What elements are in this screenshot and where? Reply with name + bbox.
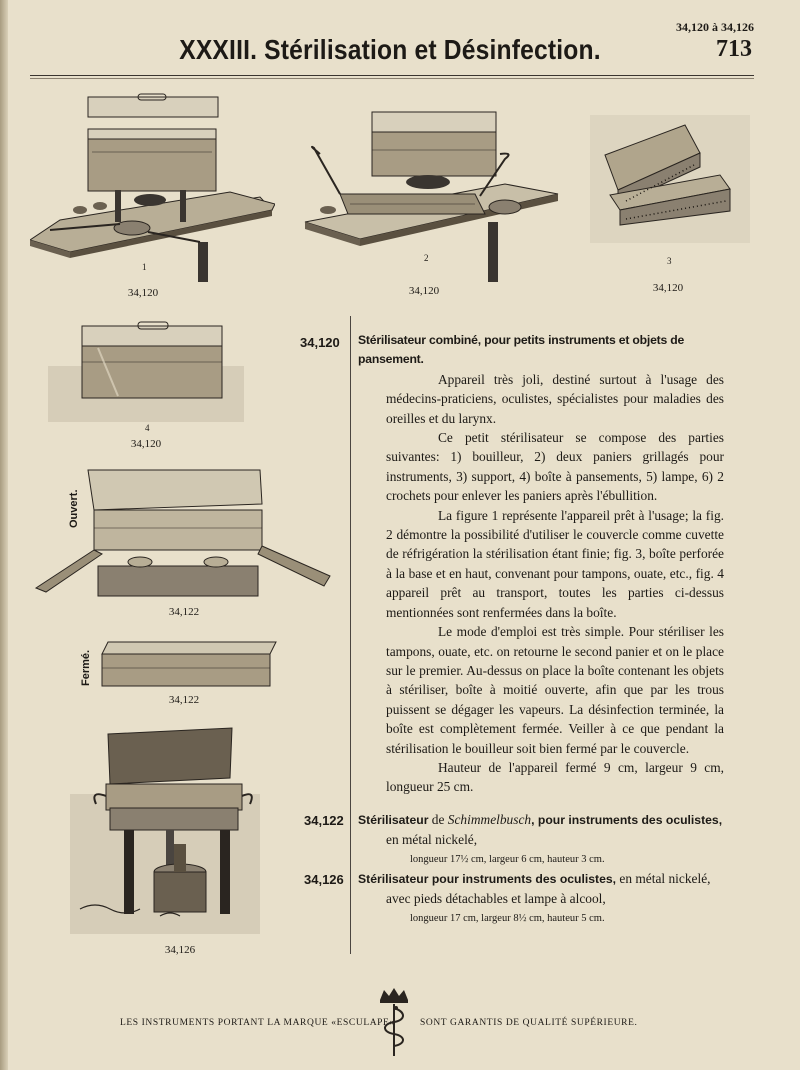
- entry-34120-para-2: Ce petit stérilisateur se compose des parties suivantes: 1) bouilleur, 2) deux paniers grillagés pour instruments, 3) support, 4) boîte à pansements, 5) lampe, 6) 2 crochets pour enlever les paniers après l'ébullition.: [386, 430, 724, 504]
- header-rule: [30, 75, 754, 76]
- figure-3-perforated-box: [590, 115, 750, 250]
- entry-34120-text: [358, 331, 724, 797]
- header-rule-secondary: [30, 78, 754, 79]
- entry-34120-heading: Stérilisateur combiné, pour petits instruments et objets de pansement.: [358, 333, 685, 367]
- stand-caption: 34,126: [164, 944, 196, 956]
- figure-4-packed-for-transport: [48, 318, 244, 424]
- figure-2-lid-as-cooling-tray: [300, 104, 562, 284]
- figure-4-caption: 34,120: [130, 438, 162, 450]
- entry-34126-text: [358, 869, 730, 928]
- figure-oculist-sterilizer-with-lamp: [70, 724, 260, 934]
- closed-caption: 34,122: [168, 694, 200, 706]
- entry-34126-line2: avec pieds détachables et lampe à alcool,: [386, 891, 606, 907]
- figure-3-caption: 34,120: [652, 282, 684, 294]
- page-range: 34,120 à 34,126: [676, 20, 754, 34]
- figure-2-number: 2: [424, 253, 429, 263]
- entry-34120-para-5: Hauteur de l'appareil fermé 9 cm, largeur 9 cm, longueur 25 cm.: [386, 759, 724, 795]
- entry-34122-text: [358, 810, 730, 869]
- entry-code-34126: 34,126: [304, 872, 344, 887]
- page-title: XXXIII. Stérilisation et Désinfection.: [179, 34, 601, 65]
- entry-code-34122: 34,122: [304, 813, 344, 828]
- entry-34122-heading-a: Stérilisateur: [358, 813, 429, 827]
- footer-right: SONT GARANTIS DE QUALITÉ SUPÉRIEURE.: [420, 1018, 638, 1028]
- entry-34120-para-4: Le mode d'emploi est très simple. Pour stériliser les tampons, ouate, etc. on retourne le second panier et on le place sur le premier. Au-dessus on place la boîte contenant les objets à stériliser, boîte à moitié ouverte, afin que par les trous puissent se dégager les vapeurs. La désinfection terminée, la boîte est complètement fermée. Veiller à ce que pendant la stérilisation le bouilleur soit bien fermé par le couvercle.: [386, 624, 724, 756]
- figure-1-number: 1: [142, 262, 147, 272]
- figure-3-number: 3: [667, 256, 672, 266]
- entry-34120-para-3: La figure 1 représente l'appareil prêt à l'usage; la fig. 2 démontre la possibilité d'utiliser le couvercle comme cuvette de réfrigération la stérilisation étant finie; fig. 3, boîte perforée à la base et en haut, convenant pour tampons, ouate, etc., fig. 4 appareil prêt au transport, toutes les parties ci-dessus mentionnées sont renfermées dans la boîte.: [386, 507, 724, 620]
- figure-2-caption: 34,120: [408, 285, 440, 297]
- entry-34122-heading-d: , pour instruments des oculistes,: [531, 813, 723, 827]
- page-number: 713: [716, 36, 752, 62]
- entry-34122-heading-c: Schimmelbusch: [447, 812, 532, 827]
- page-edge: [0, 0, 8, 1070]
- entry-34122-line2: en métal nickelé,: [386, 832, 478, 848]
- open-caption: 34,122: [168, 606, 200, 618]
- entry-34122-dims: longueur 17½ cm, largeur 6 cm, hauteur 3 cm.: [410, 853, 605, 865]
- figure-schimmelbusch-open: [30, 466, 335, 602]
- entry-34126-heading-a: Stérilisateur pour instruments des oculistes,: [358, 872, 617, 886]
- entry-34122-heading-b: de: [428, 812, 448, 827]
- closed-label: Fermé.: [80, 649, 92, 686]
- figure-1-sterilizer-on-table: [30, 92, 275, 282]
- figure-1-caption: 34,120: [127, 287, 159, 299]
- footer-left: LES INSTRUMENTS PORTANT LA MARQUE «ESCULAPE»: [120, 1018, 395, 1028]
- entry-34126-heading-b: en métal nickelé,: [616, 871, 711, 886]
- figure-schimmelbusch-closed: [98, 640, 280, 692]
- figure-4-number: 4: [145, 423, 150, 433]
- entry-code-34120: 34,120: [300, 335, 340, 350]
- entry-34120-para-1: Appareil très joli, destiné surtout à l'usage des médecins-praticiens, oculistes, spécialistes pour maladies des oreilles et du larynx.: [386, 371, 724, 426]
- entry-34126-dims: longueur 17 cm, largeur 8½ cm, hauteur 5 cm.: [410, 912, 605, 924]
- esculape-emblem-icon: [376, 986, 412, 1063]
- column-divider: [350, 316, 351, 954]
- open-label: Ouvert.: [68, 489, 80, 528]
